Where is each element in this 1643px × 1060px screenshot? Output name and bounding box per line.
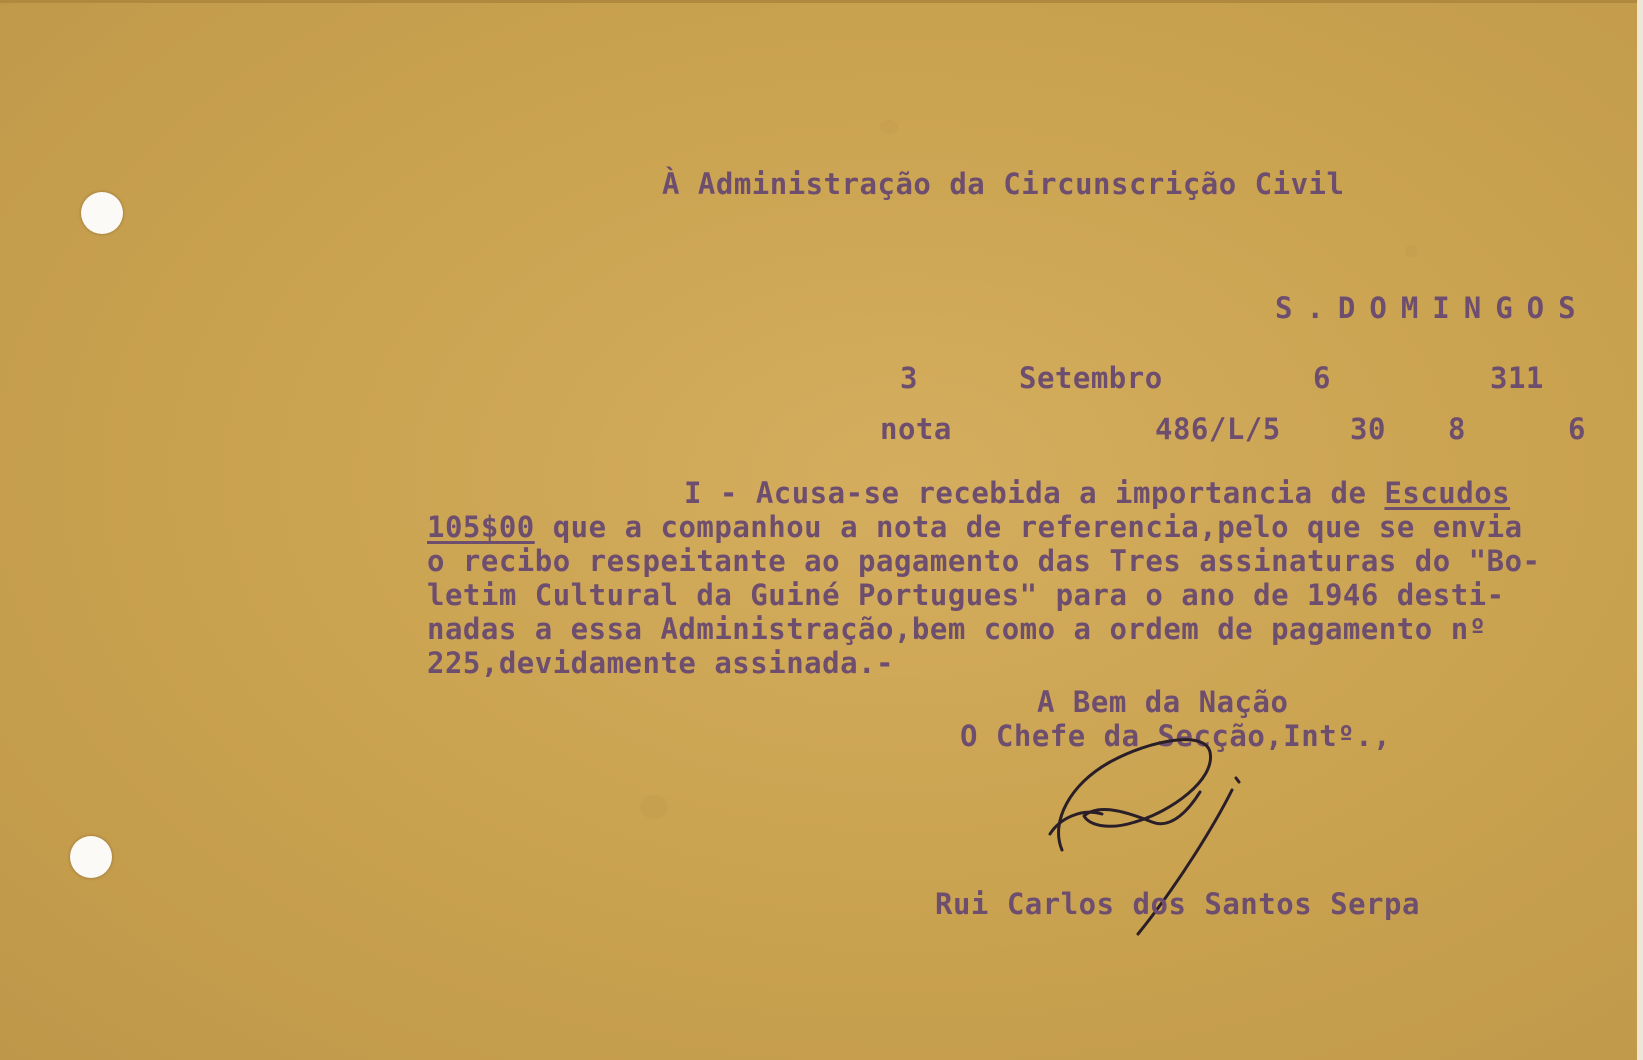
reference-year: 6 xyxy=(1568,412,1586,446)
reference-month: 8 xyxy=(1448,412,1466,446)
reference-label: nota xyxy=(880,412,952,446)
signatory-title: O Chefe da Secção,Intº., xyxy=(960,719,1392,753)
closing-salutation: A Bem da Nação xyxy=(1037,685,1289,719)
body-line-1-text: I - Acusa-se recebida a importancia de xyxy=(684,476,1385,510)
currency-word: Escudos xyxy=(1384,476,1511,510)
body-line-2 xyxy=(427,510,1523,544)
date-year: 6 xyxy=(1313,361,1331,395)
body-line-5: nadas a essa Administração,bem como a ordem de pagamento nº xyxy=(427,612,1487,646)
document-number: 311 xyxy=(1490,361,1544,395)
body-line-4: letim Cultural da Guiné Portugues" para o ano de 1946 desti- xyxy=(427,578,1505,612)
body-line-2-text: que a companhou a nota de referencia,pelo que se envia xyxy=(534,510,1523,544)
paper-speck xyxy=(640,795,668,819)
reference-code: 486/L/5 xyxy=(1155,412,1281,446)
paper-right-edge xyxy=(1637,0,1643,1060)
amount-value: 105$00 xyxy=(427,510,535,544)
signatory-name: Rui Carlos dos Santos Serpa xyxy=(935,887,1420,921)
punch-hole-bottom xyxy=(70,836,112,878)
body-line-6: 225,devidamente assinada.- xyxy=(427,646,894,680)
reference-day: 30 xyxy=(1350,412,1386,446)
body-line-1 xyxy=(684,476,1510,510)
paper-speck xyxy=(880,120,898,134)
body-line-3: o recibo respeitante ao pagamento das Tres assinaturas do "Bo- xyxy=(427,544,1541,578)
punch-hole-top xyxy=(81,192,123,234)
place-name: S.DOMINGOS xyxy=(1275,291,1590,325)
date-day: 3 xyxy=(900,361,918,395)
paper-speck xyxy=(1405,245,1417,257)
paper-top-edge xyxy=(0,0,1643,3)
addressee-line: À Administração da Circunscrição Civil xyxy=(662,167,1345,201)
date-month: Setembro xyxy=(1019,361,1163,395)
